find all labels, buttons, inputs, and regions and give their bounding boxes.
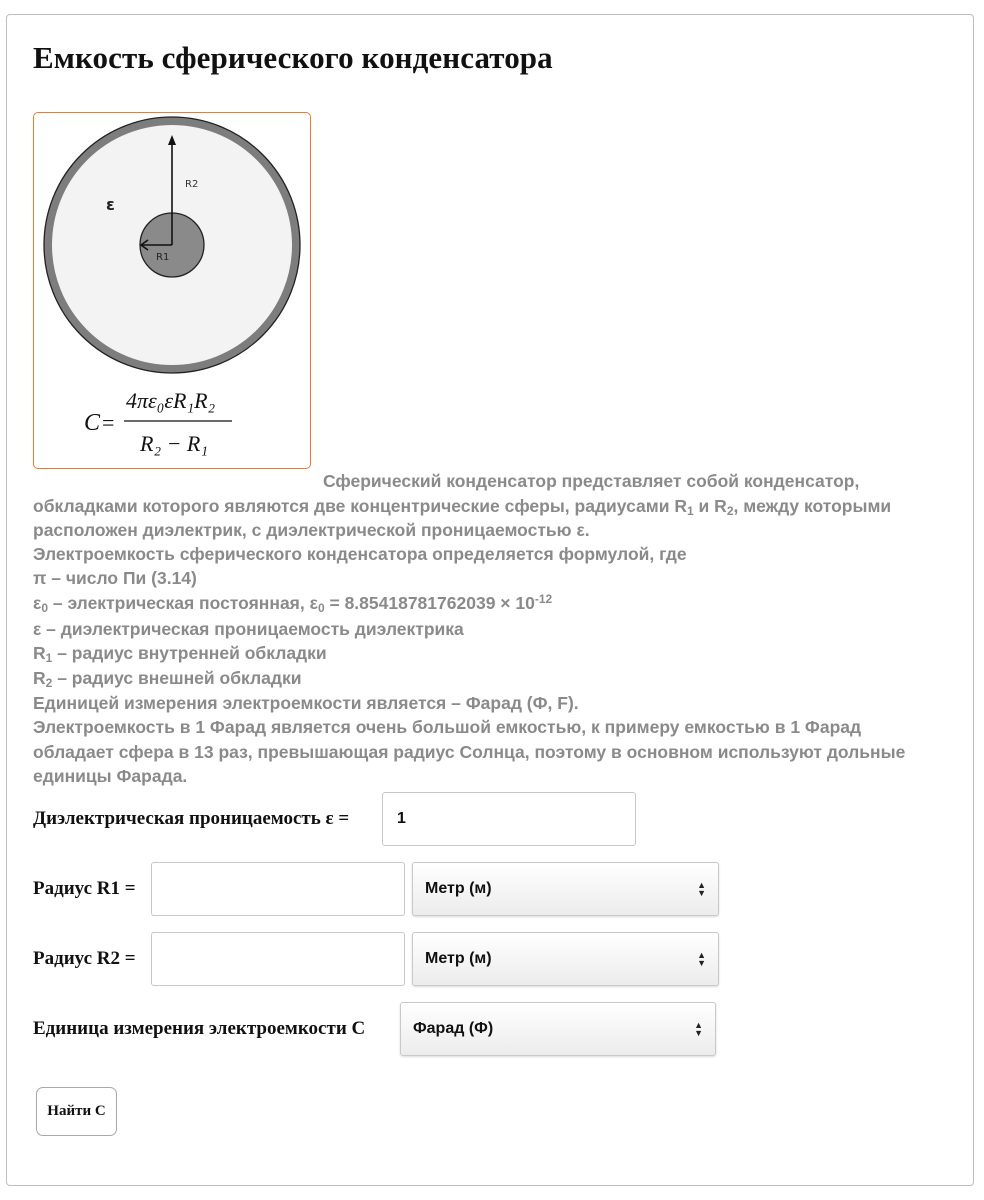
eps-input-value: 1: [397, 810, 406, 827]
formula-denominator: R₂ − R₁: [140, 431, 209, 456]
description-intro: Сферический конденсатор представляет собой конденсатор, обкладками которого являются две концентрические сферы, радиусами $R_1$ и $R_2$, между которыми расположен диэлектрик, с диэлектрической проницаемостью ε.: [33, 471, 892, 540]
description-farad-note: Электроемкость в 1 Фарад является очень большой емкостью, к примеру емкостью в 1 Фарад обладает сфера в 13 раз, превышающая радиус Солнца, поэтому в основном используют дольные единицы Фарада.: [33, 717, 906, 786]
c-unit-label: Единица измерения электроемкости C: [33, 1018, 366, 1039]
capacitor-diagram: [34, 113, 312, 470]
description-r1: $R_1$ – радиус внутренней обкладки: [33, 643, 327, 665]
description-eps: ε – диэлектрическая проницаемость диэлектрика: [33, 619, 464, 639]
select-arrows-icon: ▲ ▼: [694, 1020, 703, 1038]
find-c-button[interactable]: Найти C: [36, 1087, 117, 1136]
r2-unit-value: Метр (м): [425, 950, 492, 967]
formula-lhs: C: [84, 410, 101, 436]
select-arrows-icon: ▲ ▼: [697, 950, 706, 968]
page-title: Емкость сферического конденсатора: [33, 40, 553, 75]
eps-input[interactable]: [382, 792, 636, 846]
capacitor-figure: [33, 112, 311, 469]
r1-unit-value: Метр (м): [425, 880, 492, 897]
label-epsilon: ε: [106, 195, 115, 214]
label-r2: R2: [185, 179, 199, 190]
r1-label: Радиус R1 =: [33, 878, 136, 899]
formula-equals: =: [102, 410, 115, 435]
formula-numerator: 4πε₀εR₁R₂: [126, 388, 216, 413]
r1-unit-select[interactable]: [412, 862, 719, 916]
c-unit-select[interactable]: [400, 1002, 716, 1056]
description-formula-note: Электроемкость сферического конденсатора определяется формулой, где: [33, 544, 687, 564]
description-r2: $R_2$ – радиус внешней обкладки: [33, 668, 302, 690]
description-eps0: $\varepsilon_0$ – электрическая постоянная, $\varepsilon_0 = 8.85418781762039 \times 10^{-12}$: [33, 592, 553, 615]
description-unit: Единицей измерения электроемкости является – Фарад (Ф, F).: [33, 693, 579, 713]
c-unit-value: Фарад (Ф): [413, 1020, 494, 1037]
r2-label: Радиус R2 =: [33, 948, 136, 969]
description-pi: π – число Пи (3.14): [33, 568, 197, 588]
r2-unit-select[interactable]: [412, 932, 719, 986]
label-r1: R1: [156, 252, 170, 263]
select-arrows-icon: ▲ ▼: [697, 880, 706, 898]
eps-label: Диэлектрическая проницаемость ε =: [33, 808, 350, 829]
r2-input[interactable]: [151, 932, 405, 986]
r1-input[interactable]: [151, 862, 405, 916]
